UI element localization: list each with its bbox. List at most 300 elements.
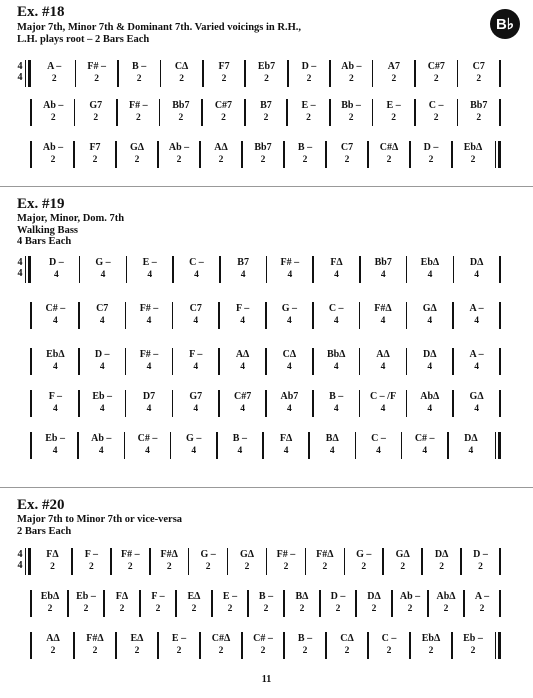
description-line: Major 7th, Minor 7th & Dominant 7th. Varied voicings in R.H.,	[17, 22, 302, 33]
chord-beats: 2	[433, 74, 439, 84]
chord-name: Ab –	[91, 433, 112, 444]
chord-beats: 2	[51, 74, 57, 84]
chord-beats: 2	[166, 562, 172, 572]
chord-name: E –	[386, 100, 401, 111]
chord-name: C# –	[253, 633, 273, 644]
chord-name: C# –	[137, 433, 158, 444]
chord-name: D7	[142, 391, 156, 402]
chord-cell	[383, 548, 422, 574]
chord-name: F# –	[280, 257, 300, 268]
chord-beats: 4	[333, 362, 339, 372]
chord-beats: 4	[474, 404, 479, 414]
chord-beats: 2	[47, 604, 53, 614]
chord-name: C7	[472, 61, 485, 72]
chord-name: B7	[260, 100, 272, 111]
chord-name: A –	[469, 349, 484, 360]
exercise-title: Ex. #19	[17, 196, 65, 212]
chord-cell	[32, 99, 75, 125]
chord-name: F7	[89, 142, 101, 153]
chord-beats: 2	[221, 113, 226, 123]
chord-cell	[453, 348, 500, 374]
chord-cell	[126, 348, 173, 374]
chord-beats: 4	[329, 446, 335, 456]
chord-name: C#Δ	[211, 633, 231, 644]
chord-beats: 2	[50, 562, 55, 572]
chord-cell	[415, 60, 457, 86]
chord-beats: 2	[349, 74, 354, 84]
chord-name: BbΔ	[326, 349, 346, 360]
chord-name: DΔ	[464, 433, 478, 444]
chord-name: Bb7	[254, 142, 272, 153]
chord-name: Eb –	[92, 391, 113, 402]
chord-beats: 2	[260, 646, 266, 656]
time-signature-bottom: 4	[17, 268, 23, 279]
chord-beats: 4	[427, 404, 433, 414]
chord-name: F –	[235, 303, 250, 314]
chord-beats: 2	[50, 646, 56, 656]
chord-name: EΔ	[130, 633, 144, 644]
barline	[499, 256, 501, 283]
barline	[499, 302, 501, 329]
chord-cell	[410, 141, 452, 167]
chord-cell	[33, 256, 80, 282]
chord-cell	[158, 141, 200, 167]
chord-name: Bb7	[470, 100, 488, 111]
chord-cell	[287, 99, 330, 125]
chord-name: F# –	[120, 549, 140, 560]
chord-beats: 4	[145, 446, 150, 456]
chord-beats: 2	[50, 155, 56, 165]
chord-cell	[464, 590, 500, 616]
chord-row	[0, 590, 533, 616]
chord-beats: 2	[260, 155, 266, 165]
chord-beats: 2	[344, 155, 350, 165]
exercise-description	[17, 213, 124, 248]
chord-name: C – /F	[369, 391, 397, 402]
chord-name: Eb –	[45, 433, 65, 444]
chord-cell	[356, 590, 392, 616]
chord-cell	[422, 548, 461, 574]
chord-cell	[200, 141, 242, 167]
chord-cell	[461, 548, 500, 574]
chord-beats: 4	[99, 404, 105, 414]
chord-row	[0, 390, 533, 416]
chord-row	[0, 632, 533, 658]
chord-beats: 4	[53, 316, 58, 326]
chord-cell	[189, 548, 228, 574]
chord-cell	[428, 590, 464, 616]
chord-beats: 4	[98, 446, 104, 456]
time-signature	[16, 549, 24, 571]
chord-name: Eb7	[257, 61, 276, 72]
chord-beats: 4	[380, 316, 386, 326]
chord-cell	[126, 302, 173, 328]
page-number: 11	[261, 674, 272, 685]
chord-name: F –	[84, 549, 98, 560]
chord-beats: 2	[299, 604, 305, 614]
chord-cell	[219, 302, 266, 328]
chord-name: F –	[48, 391, 63, 402]
chord-name: C#7	[427, 61, 445, 72]
start-repeat-barline	[25, 548, 31, 575]
chord-name: A –	[474, 591, 490, 602]
chord-cell	[126, 390, 173, 416]
chord-name: F#Δ	[374, 303, 392, 314]
chord-name: G –	[200, 549, 216, 560]
chord-cell	[74, 632, 116, 658]
chord-name: FΔ	[46, 549, 59, 560]
chord-beats: 4	[240, 404, 245, 414]
chord-cell	[173, 256, 220, 282]
chord-beats: 2	[470, 155, 476, 165]
chord-beats: 2	[227, 604, 233, 614]
chord-name: B –	[297, 142, 313, 153]
chord-row	[0, 548, 533, 574]
chord-beats: 4	[333, 404, 339, 414]
chord-name: F7	[218, 61, 230, 72]
chord-beats: 2	[92, 155, 98, 165]
chord-beats: 4	[427, 316, 433, 326]
time-signature-bottom: 4	[17, 560, 23, 571]
chord-name: GΔ	[422, 303, 437, 314]
chord-name: E –	[222, 591, 238, 602]
chord-cell	[355, 432, 401, 458]
chord-beats: 2	[218, 155, 224, 165]
chord-cell	[402, 432, 448, 458]
chord-cell	[32, 590, 68, 616]
chord-cell	[33, 60, 75, 86]
chord-name: Ab –	[341, 61, 362, 72]
barline	[499, 348, 501, 375]
chord-cell	[330, 60, 372, 86]
chord-row	[0, 256, 533, 282]
chord-name: FΔ	[279, 433, 293, 444]
chord-name: C#7	[214, 100, 233, 111]
chord-beats: 2	[176, 646, 182, 656]
chord-beats: 4	[287, 362, 292, 372]
key-badge: B♭	[490, 9, 520, 39]
chord-name: F# –	[139, 349, 159, 360]
chord-cell	[309, 432, 355, 458]
chord-name: D –	[94, 349, 110, 360]
chord-cell	[33, 548, 72, 574]
chord-name: AΔ	[46, 633, 60, 644]
section-divider	[0, 186, 533, 187]
description-line: 2 Bars Each	[17, 525, 72, 537]
chord-beats: 2	[306, 74, 312, 84]
chord-beats: 4	[287, 404, 292, 414]
chord-beats: 4	[191, 446, 197, 456]
chord-beats: 2	[386, 646, 392, 656]
end-barline	[495, 141, 501, 168]
chord-beats: 4	[380, 404, 386, 414]
chord-cell	[368, 632, 410, 658]
end-barline	[495, 632, 501, 659]
chord-beats: 4	[240, 270, 246, 280]
chord-name: Ab –	[399, 591, 421, 602]
exercise-description	[17, 514, 182, 537]
chord-beats: 2	[205, 562, 211, 572]
chord-name: B7	[237, 257, 249, 268]
chord-name: C –	[381, 633, 397, 644]
chord-name: EbΔ	[463, 142, 483, 153]
chord-beats: 4	[194, 270, 199, 280]
chord-cell	[117, 99, 160, 125]
chord-name: G –	[95, 257, 111, 268]
chord-cell	[79, 390, 126, 416]
chord-beats: 2	[476, 74, 482, 84]
chord-cell	[330, 99, 373, 125]
chord-cell	[248, 590, 284, 616]
description-line: L.H. plays root – 2 Bars Each	[17, 33, 150, 45]
chord-cell	[360, 256, 407, 282]
chord-cell	[267, 548, 306, 574]
chord-name: Bb7	[374, 257, 392, 268]
chord-name: D –	[301, 61, 317, 72]
chord-name: D –	[330, 591, 346, 602]
chord-cell	[406, 348, 453, 374]
chord-beats: 4	[146, 316, 152, 326]
chord-cell	[267, 256, 314, 282]
chord-name: F –	[189, 349, 203, 360]
chord-cell	[220, 256, 267, 282]
chord-name: AbΔ	[420, 391, 440, 402]
chord-cell	[212, 590, 248, 616]
chord-name: F#Δ	[86, 633, 104, 644]
chord-beats: 4	[99, 362, 105, 372]
chord-cell	[79, 302, 126, 328]
chord-cell	[326, 141, 368, 167]
chord-name: C#7	[233, 391, 252, 402]
chord-cell	[116, 141, 158, 167]
chord-name: D –	[423, 142, 439, 153]
chord-beats: 2	[179, 74, 184, 84]
chord-cell	[79, 348, 126, 374]
chord-cell	[453, 256, 500, 282]
chord-beats: 2	[428, 646, 434, 656]
chord-cell	[158, 632, 200, 658]
chord-beats: 4	[474, 316, 479, 326]
chord-cell	[72, 548, 111, 574]
chord-cell	[32, 141, 74, 167]
chord-beats: 4	[146, 404, 152, 414]
chord-name: G –	[186, 433, 202, 444]
chord-beats: 2	[127, 562, 133, 572]
chord-name: Ab –	[168, 142, 190, 153]
chord-cell	[284, 141, 326, 167]
chord-beats: 2	[433, 113, 439, 123]
chord-cell	[288, 60, 330, 86]
chord-name: D –	[473, 549, 488, 560]
chord-cell	[372, 99, 415, 125]
chord-name: Eb –	[76, 591, 96, 602]
chord-beats: 4	[287, 270, 293, 280]
chord-cell	[171, 432, 217, 458]
chord-beats: 4	[99, 316, 105, 326]
chord-cell	[284, 590, 320, 616]
chord-row	[0, 348, 533, 374]
chord-name: B –	[329, 391, 344, 402]
chord-cell	[150, 548, 189, 574]
chord-beats: 2	[439, 562, 444, 572]
chord-cell	[75, 99, 118, 125]
chord-cell	[266, 302, 313, 328]
chord-beats: 2	[178, 113, 184, 123]
chord-name: GΔ	[240, 549, 255, 560]
chord-beats: 2	[155, 604, 161, 614]
chord-beats: 4	[240, 362, 245, 372]
chord-name: EbΔ	[421, 633, 441, 644]
chord-cell	[140, 590, 176, 616]
chord-beats: 2	[391, 74, 397, 84]
chord-name: EbΔ	[420, 257, 440, 268]
chord-cell	[326, 632, 368, 658]
chord-beats: 2	[400, 562, 406, 572]
chord-cell	[32, 432, 78, 458]
chord-beats: 2	[302, 155, 308, 165]
chord-cell	[176, 590, 212, 616]
chord-name: E –	[171, 633, 187, 644]
exercise-title: Ex. #18	[17, 4, 65, 20]
chord-beats: 4	[53, 404, 58, 414]
chord-beats: 4	[193, 316, 199, 326]
chord-beats: 2	[218, 646, 224, 656]
chord-cell	[219, 390, 266, 416]
chord-cell	[453, 302, 500, 328]
chord-name: B –	[232, 433, 247, 444]
chord-name: Bb –	[341, 100, 361, 111]
chord-cell	[104, 590, 140, 616]
chord-cell	[32, 348, 79, 374]
chord-cell	[266, 348, 313, 374]
chord-beats: 4	[52, 446, 58, 456]
chord-beats: 4	[287, 316, 292, 326]
chord-name: FΔ	[115, 591, 129, 602]
chord-beats: 4	[380, 362, 386, 372]
chord-name: C –	[328, 303, 344, 314]
chord-name: C7	[340, 142, 354, 153]
chord-beats: 2	[94, 74, 100, 84]
chord-name: C –	[189, 257, 204, 268]
chord-name: AΔ	[376, 349, 390, 360]
barline	[499, 590, 501, 617]
chord-name: DΔ	[367, 591, 381, 602]
chord-cell	[313, 256, 360, 282]
chord-cell	[124, 432, 170, 458]
chord-cell	[118, 60, 160, 86]
chord-cell	[373, 60, 415, 86]
chord-cell	[407, 256, 454, 282]
chord-name: Ab –	[42, 142, 64, 153]
chord-name: C7	[96, 303, 109, 314]
time-signature-top: 4	[17, 257, 23, 268]
chord-beats: 2	[479, 604, 485, 614]
barline	[499, 548, 501, 575]
chord-cell	[305, 548, 344, 574]
chord-beats: 4	[53, 362, 58, 372]
chord-row	[0, 141, 533, 167]
chord-cell	[263, 432, 309, 458]
chord-name: A7	[387, 61, 400, 72]
chord-cell	[457, 99, 500, 125]
chord-beats: 4	[147, 270, 153, 280]
chord-beats: 2	[191, 604, 197, 614]
chord-beats: 4	[334, 270, 339, 280]
chord-cell	[160, 60, 202, 86]
chord-name: E –	[142, 257, 157, 268]
chord-cell	[219, 348, 266, 374]
chord-beats: 4	[146, 362, 152, 372]
chord-beats: 2	[92, 646, 98, 656]
chord-beats: 2	[391, 113, 396, 123]
chord-cell	[228, 548, 267, 574]
chord-name: F –	[151, 591, 165, 602]
chord-name: FΔ	[330, 257, 343, 268]
chord-beats: 4	[333, 316, 339, 326]
chord-beats: 2	[176, 155, 182, 165]
chord-beats: 2	[344, 646, 350, 656]
chord-name: F#Δ	[316, 549, 334, 560]
chord-cell	[320, 590, 356, 616]
chord-name: F# –	[276, 549, 296, 560]
chord-name: DΔ	[434, 549, 449, 560]
chord-beats: 4	[422, 446, 428, 456]
chord-beats: 2	[335, 604, 341, 614]
chord-beats: 2	[263, 604, 269, 614]
chord-cell	[172, 390, 219, 416]
chord-beats: 4	[474, 270, 480, 280]
chord-beats: 2	[88, 562, 94, 572]
chord-cell	[448, 432, 494, 458]
description-line: Walking Bass	[17, 224, 78, 236]
chord-cell	[458, 60, 500, 86]
chord-cell	[410, 632, 452, 658]
chord-cell	[200, 632, 242, 658]
chord-name: EbΔ	[40, 591, 60, 602]
chord-name: B –	[132, 61, 147, 72]
chord-cell	[313, 390, 360, 416]
chord-name: G –	[356, 549, 372, 560]
chord-name: Eb –	[463, 633, 483, 644]
start-repeat-barline	[25, 256, 31, 283]
chord-cell	[242, 141, 284, 167]
barline	[499, 99, 501, 126]
chord-name: F# –	[139, 303, 159, 314]
chord-cell	[68, 590, 104, 616]
chord-name: Bb7	[172, 100, 190, 111]
chord-name: DΔ	[469, 257, 484, 268]
chord-name: CΔ	[174, 61, 189, 72]
chord-beats: 4	[427, 270, 433, 280]
chord-beats: 2	[476, 113, 482, 123]
chord-beats: 4	[468, 446, 474, 456]
chord-name: AbΔ	[436, 591, 456, 602]
chord-cell	[406, 390, 453, 416]
chord-cell	[126, 256, 173, 282]
time-signature-top: 4	[17, 549, 23, 560]
time-signature-top: 4	[17, 61, 23, 72]
chord-cell	[360, 390, 407, 416]
chord-beats: 2	[283, 562, 289, 572]
chord-beats: 2	[244, 562, 250, 572]
chord-beats: 4	[376, 446, 381, 456]
chord-cell	[313, 348, 360, 374]
chord-cell	[452, 141, 494, 167]
chord-cell	[242, 632, 284, 658]
description-line: Major, Minor, Dom. 7th	[17, 213, 125, 224]
chord-cell	[245, 60, 287, 86]
chord-beats: 2	[428, 155, 434, 165]
